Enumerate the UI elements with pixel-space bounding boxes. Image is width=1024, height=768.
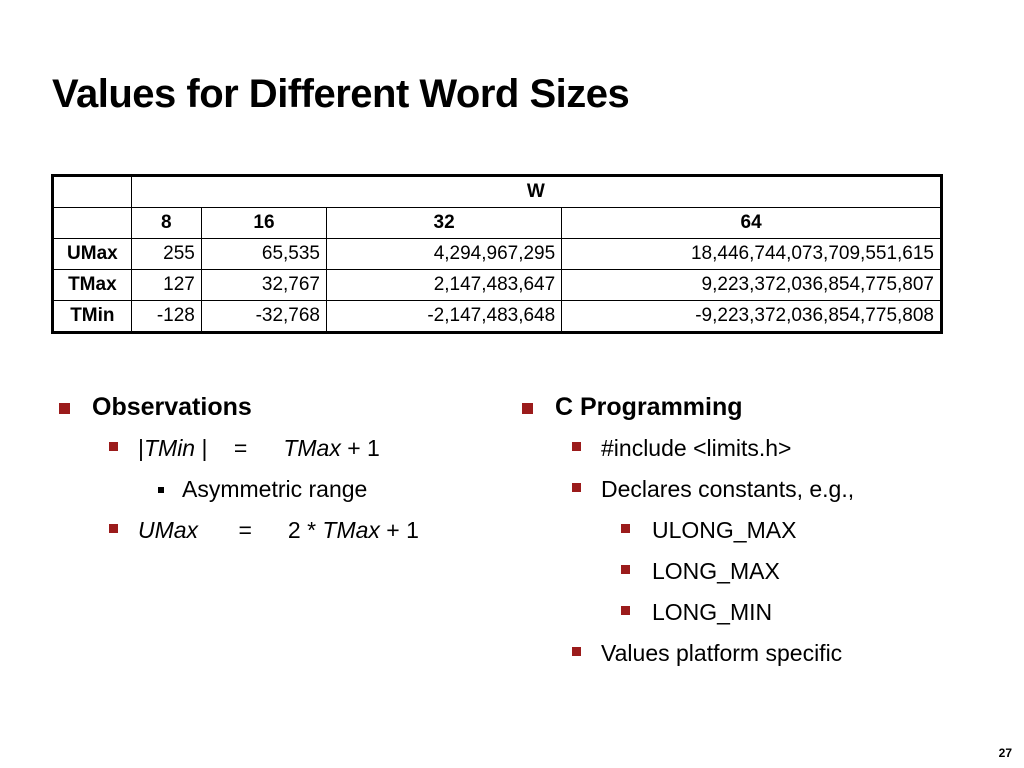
table-cell: 32,767 [201,270,326,301]
table-row-label: TMin [53,301,132,333]
table-cell: -9,223,372,036,854,775,808 [562,301,942,333]
table-cell: -2,147,483,648 [327,301,562,333]
square-bullet-icon [109,524,118,533]
c-programming-section [515,387,854,674]
square-bullet-icon [621,524,630,533]
observations-section [52,387,419,551]
table-column-header: 16 [201,208,326,239]
observation-umax: UMax = 2 * TMax + 1 [52,510,419,551]
table-cell: 9,223,372,036,854,775,807 [562,270,942,301]
page-number: 27 [998,746,1012,760]
observation-tmin-tmax: |TMin | = TMax + 1 [52,428,419,469]
square-bullet-icon [158,487,164,493]
square-bullet-icon [572,442,581,451]
word-size-table [51,174,943,334]
c-constant-long-min: LONG_MIN [515,592,854,633]
table-corner-cell [53,176,132,208]
table-cell: -128 [131,301,201,333]
slide-title: Values for Different Word Sizes [52,72,630,116]
c-item-platform: Values platform specific [515,633,854,674]
square-bullet-icon [572,483,581,492]
table-row [53,239,942,270]
square-bullet-icon [522,403,533,414]
c-constant-ulong-max: ULONG_MAX [515,510,854,551]
table-cell: 255 [131,239,201,270]
table-row-label: TMax [53,270,132,301]
c-item-include: #include <limits.h> [515,428,854,469]
square-bullet-icon [621,565,630,574]
table-header-group-row [53,176,942,208]
table-column-header: 8 [131,208,201,239]
table-row [53,301,942,333]
table-row [53,270,942,301]
square-bullet-icon [59,403,70,414]
table-cell: -32,768 [201,301,326,333]
table-row-label: UMax [53,239,132,270]
table-column-header: 32 [327,208,562,239]
observations-heading: Observations [52,387,419,428]
c-item-declares: Declares constants, e.g., [515,469,854,510]
table-cell: 2,147,483,647 [327,270,562,301]
table-group-header: W [131,176,941,208]
table-cell: 65,535 [201,239,326,270]
table-column-header: 64 [562,208,942,239]
square-bullet-icon [109,442,118,451]
table-corner-cell [53,208,132,239]
observation-asymmetric: Asymmetric range [52,469,419,510]
c-programming-heading: C Programming [515,387,854,428]
square-bullet-icon [572,647,581,656]
square-bullet-icon [621,606,630,615]
table-header-row [53,208,942,239]
table-cell: 127 [131,270,201,301]
table-cell: 18,446,744,073,709,551,615 [562,239,942,270]
table-cell: 4,294,967,295 [327,239,562,270]
c-constant-long-max: LONG_MAX [515,551,854,592]
